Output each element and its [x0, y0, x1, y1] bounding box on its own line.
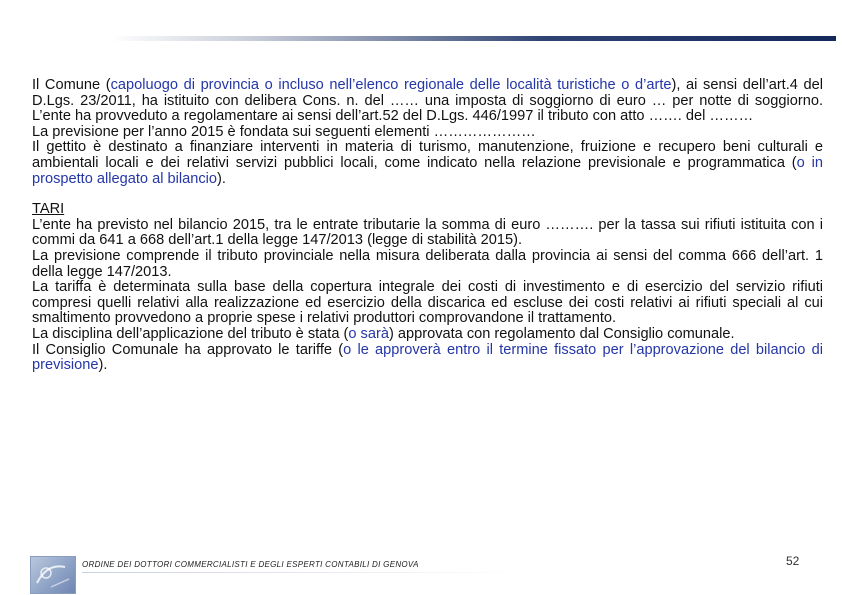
paragraph-previsione: La previsione per l’anno 2015 è fondata sui seguenti elementi ………………… [32, 123, 536, 140]
text-span: ) approvata con regolamento dal Consiglio comunale. [388, 325, 735, 342]
text-span: Il Consiglio Comunale ha approvato le tariffe ( [32, 341, 344, 358]
text-span: Il Comune ( [32, 77, 111, 93]
text-span: Il gettito è destinato a finanziare interventi in materia di turismo, manutenzione, fruizione e recupero beni culturali e ambientali locali e dei relativi servizi pubblici locali, come indicato nella relazione previsionale e programmatica ( [32, 139, 823, 171]
blue-option-text: o le approverà entro il termine fissato per l’approvazione del bilancio di previsione [32, 341, 823, 374]
paragraph-tari-tariffa: La tariffa è determinata sulla base della copertura integrale dei costi di investimento e di esercizio del servizio rifiuti compresi quelli relativi alla realizzazione ed esercizio della discarica ed escluse dei costi relativi ai rifiuti speciali al cui smaltimento provvedono a proprie spese i relativi produttori comprovandone il trattamento. [32, 279, 823, 327]
paragraph-imposta-soggiorno [32, 78, 823, 125]
footer-organization-name: ORDINE DEI DOTTORI COMMERCIALISTI E DEGLI ESPERTI CONTABILI DI GENOVA [82, 560, 419, 569]
organization-logo-icon [30, 556, 76, 594]
text-span: ). [216, 170, 226, 187]
paragraph-tari-disciplina [32, 327, 823, 343]
page-number: 52 [786, 554, 800, 568]
section-heading-tari: TARI [32, 201, 65, 218]
blue-option-text: o in prospetto allegato al bilancio [32, 154, 823, 187]
blue-option-text: capoluogo di provincia o incluso nell’elenco regionale delle località turistiche o d’arte [110, 77, 672, 93]
header-gradient-bar [110, 36, 836, 41]
text-span: ), ai sensi dell’art.4 del D.Lgs. 23/2011, ha istituito con delibera Cons. n. del …… una imposta di soggiorno di euro … per notte di soggiorno. L’ente ha provveduto a regolamentare ai sensi dell’art.52 del D.Lgs. 446/1997 il tributo con atto ……. del ……… [32, 77, 824, 125]
text-span: ). [98, 357, 108, 374]
text-span: La disciplina dell’applicazione del tributo è stata ( [32, 325, 349, 342]
document-body [32, 78, 823, 374]
footer-divider [82, 572, 522, 573]
blue-option-text: o sarà [348, 325, 389, 342]
paragraph-gettito [32, 140, 823, 187]
spacer [32, 187, 823, 202]
paragraph-tari-bilancio: L’ente ha previsto nel bilancio 2015, tra le entrate tributarie la somma di euro ………. per la tassa sui rifiuti istituita con i commi da 641 a 668 dell’art.1 della legge 147/2013 (legge di stabilità 2015). [32, 216, 823, 249]
paragraph-tari-consiglio [32, 343, 823, 374]
paragraph-tari-provinciale: La previsione comprende il tributo provinciale nella misura deliberata dalla provincia ai sensi del comma 666 dell’art. 1 della legge 147/2013. [32, 247, 823, 280]
